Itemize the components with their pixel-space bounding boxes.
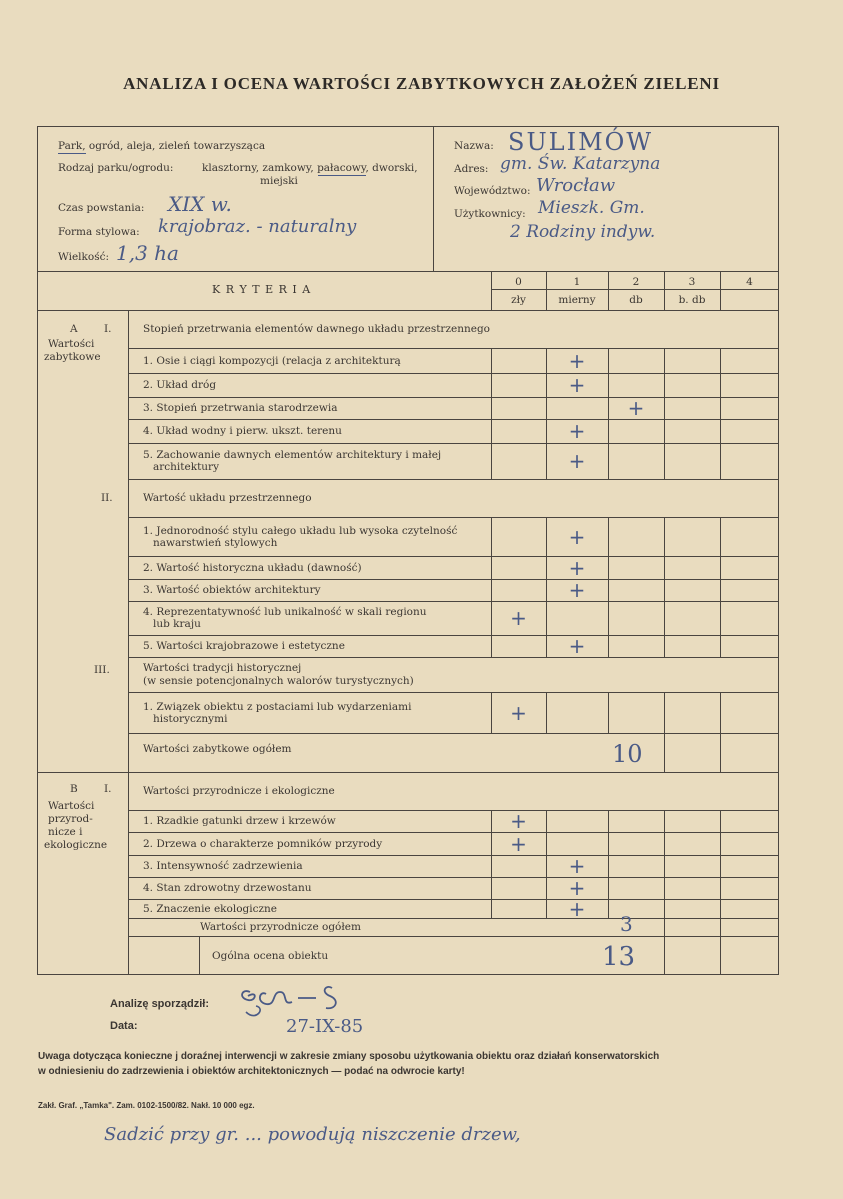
a-g1-row-line-2	[129, 397, 779, 398]
score-2-label: db	[629, 294, 643, 306]
a-g3-col-sep-4	[720, 692, 721, 733]
a-g1-item-5-label: 5. Zachowanie dawnych elementów architektury i małej	[143, 449, 442, 461]
a-g2-row-line-3	[129, 601, 779, 602]
score-3-label: b. db	[678, 294, 706, 306]
overall-sep-1	[664, 936, 665, 975]
park-line: Park, ogród, aleja, zieleń towarzysząca	[58, 140, 266, 152]
a-g2-item-3-label: 3. Wartość obiektów architektury	[143, 584, 321, 596]
b-item-1-mark: +	[510, 809, 527, 833]
a-g2-item-2-label: 2. Wartość historyczna układu (dawność)	[143, 561, 362, 574]
a-total-bottom	[37, 772, 779, 773]
b-item-3-mark: +	[568, 854, 586, 878]
group3-title-2: (w sensie potencjonalnych walorów turystycznych)	[143, 675, 414, 687]
a-g2-col-sep-1	[546, 517, 547, 657]
wielkosc-value: 1,3 ha	[116, 241, 179, 265]
section-b-title-1: Wartości	[48, 800, 95, 812]
a-total-sep-1	[664, 733, 665, 772]
section-b-title-4: ekologiczne	[44, 839, 108, 851]
analysis-label: Analizę sporządził:	[110, 998, 210, 1010]
section-b-letter: B	[70, 783, 78, 795]
b-col-sep-0	[491, 810, 492, 918]
total-a-label: Wartości zabytkowe ogółem	[143, 743, 292, 755]
section-col-divider	[128, 310, 129, 975]
b-item-5-mark: +	[568, 896, 586, 921]
b-item-2-mark: +	[510, 831, 527, 856]
hdr-col-sep-2	[608, 272, 609, 310]
group2-title: Wartość układu przestrzennego	[143, 492, 312, 504]
a-g2-item-1-label: 1. Jednorodność stylu całego układu lub wysoka czytelność	[143, 524, 458, 537]
section-a-title-2: zabytkowe	[44, 351, 101, 363]
a-g2-item-5-label: 5. Wartości krajobrazowe i estetyczne	[143, 640, 345, 652]
a-g2-row-line-2	[129, 579, 779, 580]
czas-label: Czas powstania:	[58, 202, 145, 214]
hdr-col-sep-4	[720, 272, 721, 310]
group-b-title: Wartości przyrodnicze i ekologiczne	[143, 785, 335, 797]
b-row-line-4	[129, 899, 779, 900]
overall-sep-2	[720, 936, 721, 975]
a-group2-title-bottom	[129, 517, 779, 518]
date-label: Data:	[110, 1020, 138, 1032]
rodzaj-underline	[318, 175, 366, 176]
b-item-5-label: 5. Znaczenie ekologiczne	[143, 902, 278, 915]
total-b-value: 3	[620, 912, 633, 936]
a-g3-col-sep-0	[491, 692, 492, 733]
a-g2-col-sep-2	[608, 517, 609, 657]
hdr-col-sep-0	[491, 272, 492, 310]
adres-label: Adres:	[454, 163, 489, 175]
total-a-value: 10	[612, 740, 643, 768]
b-group-title-bottom	[129, 810, 779, 811]
a-group1-title-bottom	[129, 348, 779, 349]
forma-value: krajobraz. - naturalny	[158, 216, 357, 237]
a-g1-row-line-3	[129, 419, 779, 420]
b-total-bottom	[129, 936, 779, 937]
b-col-sep-3	[664, 810, 665, 918]
handwritten-note: Sadzić przy gr. ... powodują niszczenie drzew,	[104, 1124, 521, 1145]
rodzaj-options-2: miejski	[260, 175, 298, 187]
a-g3-item-1-label-2: historycznymi	[153, 712, 228, 725]
nazwa-value: SULIMÓW	[508, 128, 654, 156]
page-title: ANALIZA I OCENA WARTOŚCI ZABYTKOWYCH ZAŁOŻEŃ ZIELENI	[123, 74, 720, 93]
hdr-col-sep-3	[664, 272, 665, 310]
b-row-line-3	[129, 877, 779, 878]
a-g2-item-1-mark: +	[568, 524, 586, 549]
b-total-sep-2	[720, 918, 721, 936]
a-g1-item-4-mark: +	[568, 419, 586, 443]
b-item-4-mark: +	[568, 876, 586, 900]
date-value: 27-IX-85	[286, 1016, 364, 1037]
a-g1-item-4-label: 4. Układ wodny i pierw. ukszt. terenu	[143, 425, 342, 437]
a-g1-item-2-mark: +	[568, 373, 586, 397]
czas-value: XIX w.	[168, 192, 232, 216]
b-col-sep-1	[546, 810, 547, 918]
a-g1-col-sep-4	[720, 348, 721, 479]
score-3-num: 3	[688, 276, 696, 288]
a-g1-row-line-4	[129, 443, 779, 444]
b-col-sep-2	[608, 810, 609, 918]
a-g1-row-line-5	[129, 479, 779, 480]
uzytk-value: Mieszk. Gm.	[538, 198, 645, 218]
a-g3-item-1-label: 1. Związek obiektu z postaciami lub wydarzeniami	[143, 700, 412, 713]
b-item-1-label: 1. Rzadkie gatunki drzew i krzewów	[143, 815, 336, 827]
a-group3-title-bottom	[129, 692, 779, 693]
a-g1-item-1-mark: +	[568, 348, 586, 373]
section-a-roman: I.	[104, 323, 112, 335]
uzytk-label: Użytkownicy:	[454, 208, 526, 220]
a-g2-row-line-5	[129, 657, 779, 658]
a-g1-col-sep-2	[608, 348, 609, 479]
b-total-sep-1	[664, 918, 665, 936]
park-underline	[58, 153, 86, 154]
section-b-title-2: przyrod-	[48, 813, 93, 825]
b-item-3-label: 3. Intensywność zadrzewienia	[143, 860, 303, 872]
b-item-4-label: 4. Stan zdrowotny drzewostanu	[143, 882, 312, 894]
a-g3-item-1-mark: +	[510, 700, 527, 725]
score-2-num: 2	[632, 276, 640, 288]
rodzaj-label: Rodzaj parku/ogrodu:	[58, 162, 174, 174]
overall-label: Ogólna ocena obiektu	[212, 950, 329, 962]
b-item-2-label: 2. Drzewa o charakterze pomników przyrody	[143, 837, 383, 850]
hdr-col-sep-1	[546, 272, 547, 310]
print-info: Zakł. Graf. „Tamka". Zam. 0102-1500/82. Nakł. 10 000 egz.	[38, 1101, 255, 1110]
info-divider	[433, 126, 434, 272]
forma-label: Forma stylowa:	[58, 226, 140, 238]
a-g1-item-5-label-2: architektury	[153, 461, 220, 473]
header-mid-line	[491, 289, 779, 290]
a-g1-col-sep-1	[546, 348, 547, 479]
a-g2-row-line-1	[129, 556, 779, 557]
b-row-line-5	[129, 918, 779, 919]
section-b-title-3: nicze i	[48, 826, 83, 838]
a-g1-item-2-label: 2. Układ dróg	[143, 379, 217, 391]
a-g2-row-line-4	[129, 635, 779, 636]
b-row-line-1	[129, 832, 779, 833]
a-g3-col-sep-2	[608, 692, 609, 733]
a-total-sep-2	[720, 733, 721, 772]
a-g3-col-sep-1	[546, 692, 547, 733]
a-g2-item-4-mark: +	[510, 606, 527, 630]
score-4-num: 4	[746, 276, 753, 288]
woj-value: Wrocław	[536, 175, 616, 196]
a-g2-item-4-label-2: lub kraju	[153, 618, 201, 630]
wielkosc-label: Wielkość:	[58, 251, 110, 263]
a-group1-top	[129, 310, 779, 311]
rodzaj-options: klasztorny, zamkowy, pałacowy, dworski,	[202, 162, 418, 174]
overall-value: 13	[602, 942, 636, 972]
a-g2-col-sep-4	[720, 517, 721, 657]
section-a-letter: A	[70, 323, 78, 335]
overall-left	[199, 936, 200, 975]
a-g2-item-4-label: 4. Reprezentatywność lub unikalność w skali regionu	[143, 606, 427, 618]
group3-title-1: Wartości tradycji historycznej	[143, 662, 302, 674]
note-line-2: w odniesieniu do zadrzewienia i obiektów architektonicznych — podać na odwrocie karty!	[38, 1066, 465, 1077]
kryteria-header: K R Y T E R I A	[212, 283, 312, 296]
section-a-roman-3: III.	[94, 664, 110, 676]
total-b-label: Wartości przyrodnicze ogółem	[200, 921, 361, 933]
a-g1-item-3-mark: +	[627, 396, 645, 420]
a-g3-row-line-1	[129, 733, 779, 734]
nazwa-label: Nazwa:	[454, 140, 494, 152]
a-g1-item-1-label: 1. Osie i ciągi kompozycji (relacja z architekturą	[143, 354, 401, 367]
score-0-label: zły	[511, 294, 526, 306]
a-g1-item-5-mark: +	[568, 449, 586, 473]
score-1-num: 1	[573, 276, 581, 288]
section-a-roman-2: II.	[101, 492, 113, 504]
a-g1-row-line-1	[129, 373, 779, 374]
score-1-label: mierny	[558, 294, 596, 306]
a-g2-item-1-label-2: nawarstwień stylowych	[153, 536, 278, 549]
a-g2-item-5-mark: +	[568, 634, 586, 658]
a-g3-col-sep-3	[664, 692, 665, 733]
b-col-sep-4	[720, 810, 721, 918]
group1-title: Stopień przetrwania elementów dawnego układu przestrzennego	[143, 323, 490, 335]
score-0-num: 0	[515, 276, 522, 288]
a-g2-item-3-mark: +	[568, 578, 586, 602]
a-g1-col-sep-0	[491, 348, 492, 479]
uzytk-value-2: 2 Rodziny indyw.	[510, 222, 656, 242]
b-row-line-2	[129, 855, 779, 856]
a-g2-col-sep-3	[664, 517, 665, 657]
a-g1-col-sep-3	[664, 348, 665, 479]
a-g2-item-2-mark: +	[568, 555, 586, 580]
section-a-title-1: Wartości	[48, 338, 95, 350]
adres-value: gm. Św. Katarzyna	[500, 154, 661, 174]
a-g1-item-3-label: 3. Stopień przetrwania starodrzewia	[143, 402, 338, 414]
section-b-roman: I.	[104, 783, 112, 795]
note-line-1: Uwaga dotycząca konieczne j doraźnej interwencji w zakresie zmiany sposobu użytkowania obiektu oraz działań konserwatorskich	[38, 1051, 660, 1062]
a-g2-col-sep-0	[491, 517, 492, 657]
woj-label: Województwo:	[454, 185, 531, 197]
